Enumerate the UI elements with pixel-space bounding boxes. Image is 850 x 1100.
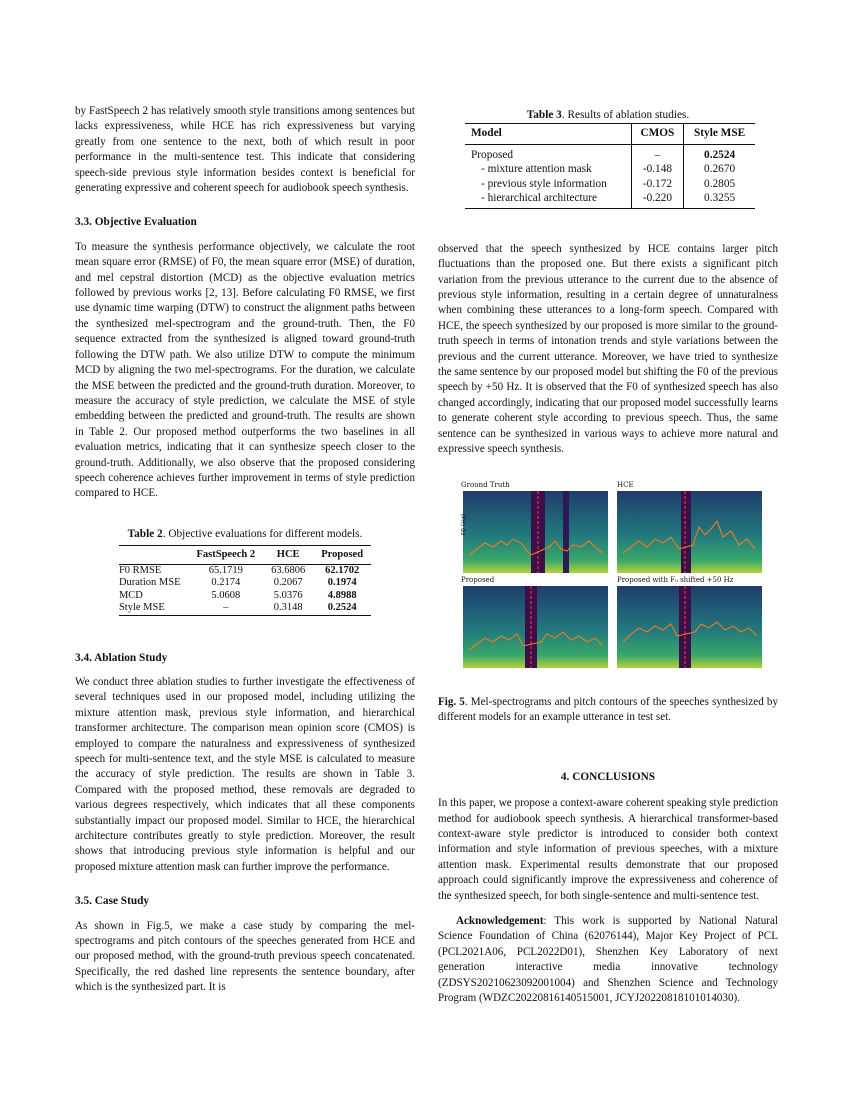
case-study-continued-paragraph: observed that the speech synthesized by HCE contains larger pitch fluctuations than the proposed one. But there exists a significant pitch variation from the previous utterance to the current due to the absence of previous style information, resulting in a certain degree of unnaturalness when combining these utterances to a long-form speech. Compared with HCE, the speech synthesized by our proposed is more similar to the ground-truth speech in terms of intonation trends and style variations between the previous and the current utterance. Moreover, we have tried to synthesize the same sentence by our proposed model but shifting the F0 of the previous speech by +50 Hz. It is observed that the F0 of synthesized speech has also changed accordingly, indicating that our proposed model successfully learns to generate coherent style according to previous speech. Thus, the same sentence can be synthesized in various ways to achieve more natural and expressive speech synthesis. (438, 242, 778, 456)
section-4-title: 4. CONCLUSIONS (560, 770, 656, 783)
spectrogram-hce (617, 491, 762, 573)
intro-paragraph: by FastSpeech 2 has relatively smooth style transitions among sentences but lacks expressiveness, while HCE has rich expressiveness but varying greatly from one sentence to the next, both of which result in poor performance in the multi-sentence test. This indicate that considering speech-side previous style information besides context is beneficial for generating expressive and coherent speech for audiobook speech synthesis. (75, 105, 415, 195)
section-3-3-paragraph: To measure the synthesis performance objectively, we calculate the root mean square error (RMSE) of F0, the mean square error (MSE) of duration, and mel cepstral distortion (MCD) as the objective evaluation metrics followed by previous works [2, 13]. Before calculating F0 RMSE, we first use dynamic time warping (DTW) to construct the alignment paths between the synthesized mel-spectrogram and the ground-truth. Then, the F0 sequence extracted from the synthesized is aligned toward ground-truth following the DTW path. We also utilize DTW to compute the minimum MCD by aligning the two mel-spectrograms. For the duration, we calculate the MSE between the predicted and the ground-truth duration. Moreover, to measure the accuracy of style prediction, we calculate the MSE of style embedding between the predicted and ground-truth. The results are shown in Table 2. Our proposed method outperforms the two baselines in all evaluation metrics, indicating that it can synthesize speech closer to the ground-truth. Additionally, we also observe that the proposed considering speech coherence achieves further improvement in terms of style prediction compared to HCE. (75, 240, 415, 500)
table-row: - mixture attention mask -0.148 0.2670 (465, 162, 755, 177)
table-row: F0 RMSE 65.1719 63.6806 62.1702 (118, 564, 360, 576)
table-3-header: CMOS (631, 124, 684, 144)
table-3-grid (465, 123, 755, 208)
spectrogram-proposed (463, 586, 608, 668)
table-2-header: Proposed (321, 549, 364, 561)
figure-5 (455, 481, 765, 671)
table-row: - hierarchical architecture -0.220 0.3255 (465, 191, 755, 208)
panel-label-proposed-shifted: Proposed with F₀ shifted +50 Hz (617, 576, 734, 584)
table-row: - previous style information -0.172 0.2805 (465, 177, 755, 192)
panel-label-ground-truth: Ground Truth (461, 481, 510, 489)
table-2 (75, 527, 415, 616)
table-2-header (119, 546, 189, 564)
section-3-4-paragraph: We conduct three ablation studies to further investigate the effectiveness of several techniques used in our proposed model, including utilizing the mixture attention mask, previous style information, and hierarchical transformer architecture. The comparison mean opinion score (CMOS) is employed to compare the naturalness and expressiveness of synthesized speech for multi-sentence text, and the style MSE is calculated to measure the accuracy of style prediction. The results are shown in Table 3. Compared with the proposed method, these removals are degraded to various degrees respectively, which indicates that all these components substantially impact our proposed model. Similar to HCE, the hierarchical architecture contributes greatly to style prediction. Moreover, the result shows that introducing previous style information is helpful and our proposed mixture attention mask can further improve the performance. (75, 675, 415, 873)
table-3-header: Model (465, 124, 631, 144)
section-3-3-title: 3.3. Objective Evaluation (75, 216, 197, 229)
panel-label-hce: HCE (617, 481, 634, 489)
table-3 (438, 108, 778, 209)
table-row: Style MSE – 0.3148 0.2524 (118, 602, 357, 614)
conclusions-paragraph: In this paper, we propose a context-aware coherent speaking style prediction method for audiobook speech synthesis. A hierarchical transformer-based context-aware style predictor is introduced to consider both context information and style information of previous speeches, with a mixture attention mask. Experimental results demonstrate that our proposed approach could significantly improve the expressiveness and coherence of the synthesized speech, for both single-sentence and multi-sentence test. (438, 797, 778, 902)
section-3-5-title: 3.5. Case Study (75, 895, 150, 908)
acknowledgement-paragraph: Acknowledgement: This work is supported by National Natural Science Foundation of China (62076144), Major Key Project of PCL (PCL2021A06, PCL2022D01), Shenzhen Key Laboratory of next generation interactive media innovative technology (ZDSYS20210623092001004) and Shenzhen Science and Technology Program (WDZC20220816140515001, JCYJ20220818101014030). (438, 915, 778, 1005)
table-3-header: Style MSE (694, 127, 746, 140)
table-row: Proposed – 0.2524 (465, 144, 755, 162)
table-3-caption: Table 3. Results of ablation studies. (526, 109, 690, 121)
table-row: Duration MSE 0.2174 0.2067 0.1974 (118, 577, 357, 589)
left-column (75, 104, 415, 996)
y-axis-label: F0 (Hz) (460, 513, 468, 536)
table-2-caption: Table 2. Objective evaluations for different models. (127, 527, 363, 540)
right-column-lower (438, 695, 778, 1007)
figure-5-caption: Fig. 5. Mel-spectrograms and pitch contours of the speeches synthesized by different models for an example utterance in test set. (438, 696, 779, 724)
table-row: MCD 5.0608 5.0376 4.8988 (118, 589, 357, 601)
table-2-header: FastSpeech 2 (196, 549, 256, 561)
spectrogram-proposed-shifted (617, 586, 762, 668)
spectrogram-ground-truth (463, 491, 608, 573)
section-3-5-paragraph: As shown in Fig.5, we make a case study by comparing the mel-spectrograms and pitch contours of the speeches generated from HCE and our proposed method, with the ground-truth previous speech concatenated. Specifically, the red dashed line represents the sentence boundary, after which is the synthesized part. It is (75, 919, 415, 994)
panel-label-proposed: Proposed (461, 576, 495, 584)
table-2-grid (119, 545, 371, 615)
table-2-header: HCE (276, 549, 300, 561)
section-3-4-title: 3.4. Ablation Study (75, 651, 168, 664)
right-column (438, 108, 778, 458)
